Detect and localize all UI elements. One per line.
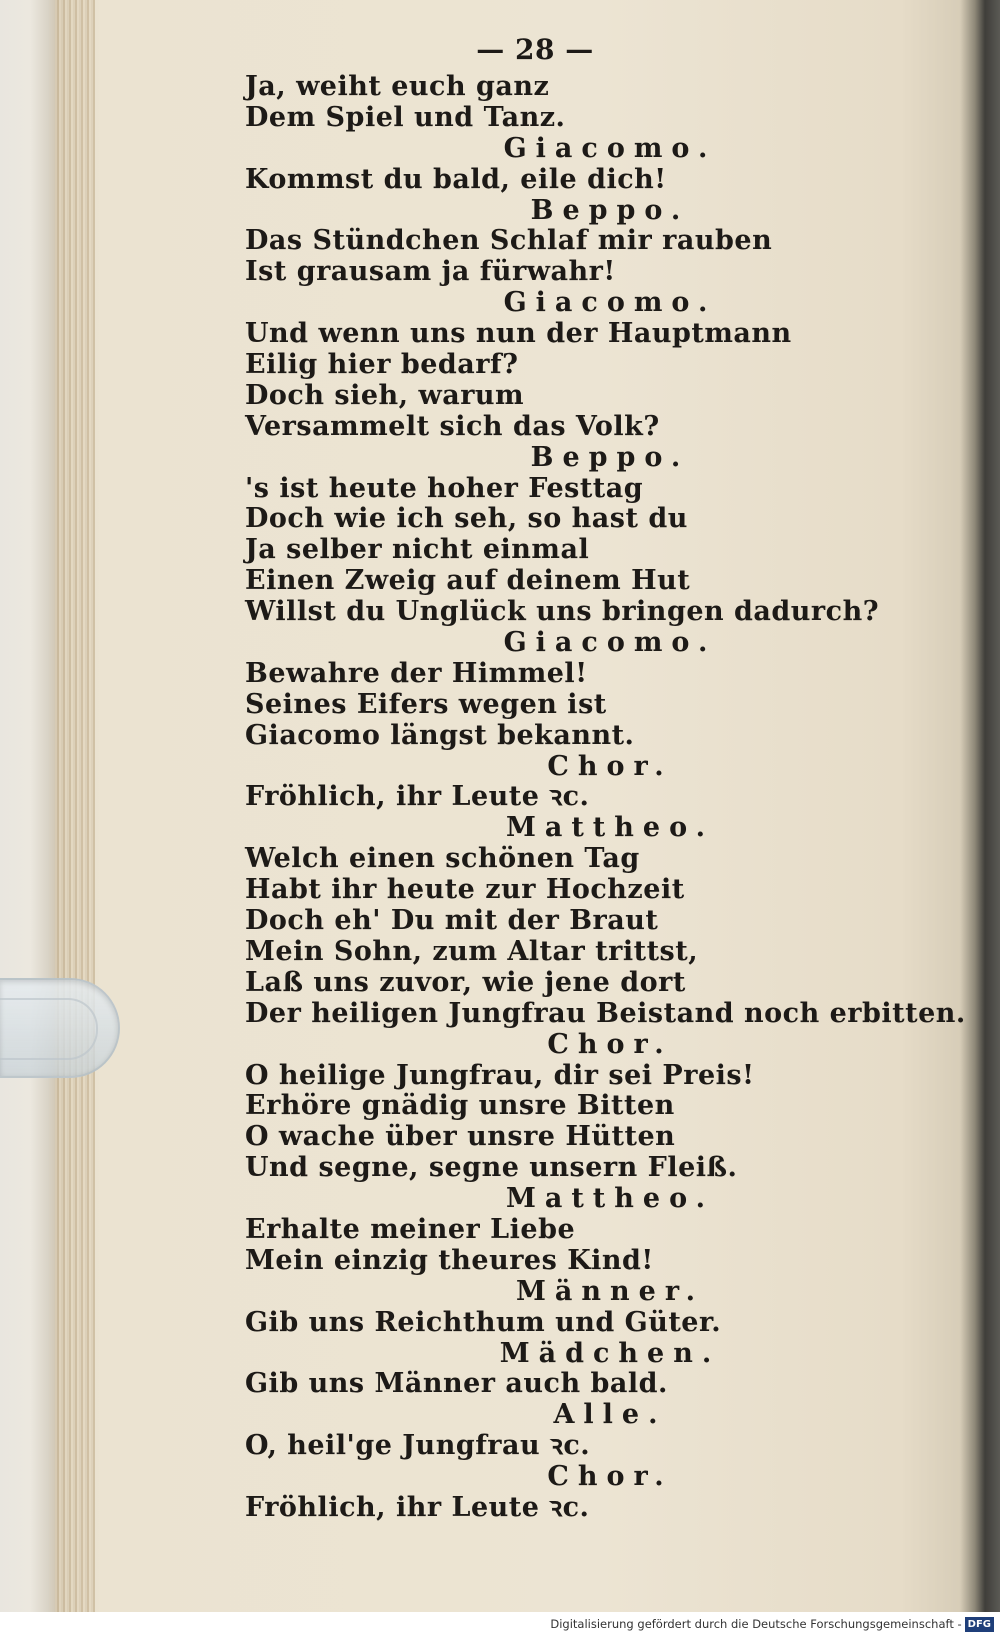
verse-line: Giacomo längst bekannt.	[245, 719, 635, 751]
page-clip-loop	[0, 998, 98, 1060]
speaker-name: Männer.	[516, 1275, 704, 1307]
verse-line: Der heiligen Jungfrau Beistand noch erbitten.	[245, 997, 966, 1029]
verse-line: Kommst du bald, eile dich!	[245, 163, 667, 195]
verse-line: Gib uns Reichthum und Güter.	[245, 1306, 722, 1338]
verse-line: 's ist heute hoher Festtag	[245, 472, 644, 504]
speaker-name: Beppo.	[530, 441, 690, 473]
verse-line: Erhöre gnädig unsre Bitten	[245, 1090, 675, 1122]
verse-line: Habt ihr heute zur Hochzeit	[245, 874, 685, 906]
speaker-name: Giacomo.	[503, 132, 717, 164]
verse-line: Ja selber nicht einmal	[245, 534, 590, 566]
stacked-page-edges	[55, 0, 95, 1612]
verse-line: Bewahre der Himmel!	[245, 657, 588, 689]
speaker-name: Chor.	[547, 1461, 673, 1493]
verse-line: Doch wie ich seh, so hast du	[245, 503, 688, 535]
verse-line: Seines Eifers wegen ist	[245, 688, 607, 720]
page-text	[245, 28, 966, 1524]
verse-line: Ist grausam ja fürwahr!	[245, 256, 616, 288]
verse-line: O, heil'ge Jungfrau ꝛc.	[245, 1430, 591, 1462]
verse-line: O wache über unsre Hütten	[245, 1121, 676, 1153]
speaker-name: Chor.	[547, 1028, 673, 1060]
verse-line: Willst du Unglück uns bringen dadurch?	[245, 596, 880, 628]
verse-line: Dem Spiel und Tanz.	[245, 101, 566, 133]
speaker-name: Alle.	[553, 1399, 667, 1431]
verse-line: Versammelt sich das Volk?	[245, 410, 660, 442]
verse-line: Eilig hier bedarf?	[245, 349, 519, 381]
speaker-name: Mattheo.	[505, 1183, 715, 1215]
page-number: — 28 —	[476, 33, 594, 66]
verse-line: Fröhlich, ihr Leute ꝛc.	[245, 781, 590, 813]
verse-line: Einen Zweig auf deinem Hut	[245, 565, 691, 597]
verse-line: Doch sieh, warum	[245, 379, 525, 411]
verse-line: O heilige Jungfrau, dir sei Preis!	[245, 1059, 755, 1091]
verse-line: Doch eh' Du mit der Braut	[245, 905, 659, 937]
verse-line: Erhalte meiner Liebe	[245, 1213, 576, 1245]
speaker-name: Beppo.	[530, 194, 690, 226]
verse-line: Ja, weiht euch ganz	[245, 71, 550, 102]
verse-line: Und segne, segne unsern Fleiß.	[245, 1152, 738, 1184]
verse-line: Und wenn uns nun der Hauptmann	[245, 318, 792, 350]
verse-line: Laß uns zuvor, wie jene dort	[245, 966, 686, 998]
verse-line: Mein Sohn, zum Altar trittst,	[245, 935, 699, 967]
footer-credit: Digitalisierung gefördert durch die Deutsche Forschungsgemeinschaft -	[550, 1617, 962, 1631]
verse-line: Fröhlich, ihr Leute ꝛc.	[245, 1491, 590, 1523]
speaker-name: Giacomo.	[503, 287, 717, 319]
verse-line: Gib uns Männer auch bald.	[245, 1368, 668, 1400]
speaker-name: Mädchen.	[499, 1337, 721, 1369]
verse-line: Welch einen schönen Tag	[245, 843, 640, 875]
verse-lines	[245, 71, 966, 1524]
verse-line: Mein einzig theures Kind!	[245, 1244, 654, 1276]
digitization-footer	[0, 1612, 1000, 1637]
speaker-name: Giacomo.	[503, 627, 717, 659]
page-clip	[0, 978, 120, 1078]
speaker-name: Mattheo.	[505, 812, 715, 844]
dfg-logo: DFG	[965, 1617, 994, 1632]
speaker-name: Chor.	[547, 750, 673, 782]
verse-line: Das Stündchen Schlaf mir rauben	[245, 225, 773, 257]
